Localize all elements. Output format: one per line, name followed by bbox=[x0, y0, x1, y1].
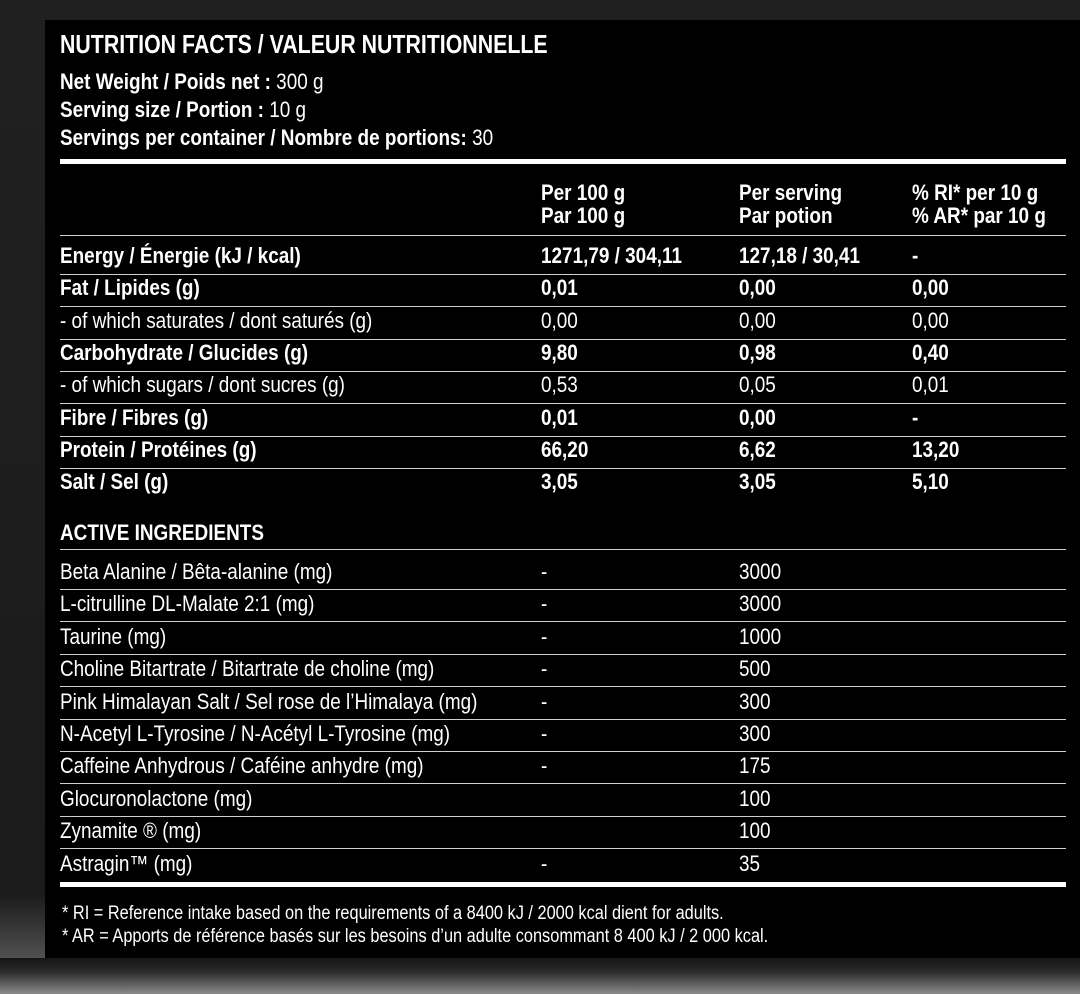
row-divider bbox=[60, 686, 1066, 687]
bottom-rule bbox=[60, 882, 1066, 887]
footnote-line: * RI = Reference intake based on the requirements of a 8400 kJ / 2000 kcal dient for adults. bbox=[62, 903, 724, 924]
active-label: Caffeine Anhydrous / Caféine anhydre (mg) bbox=[60, 753, 424, 778]
active-label: Pink Himalayan Salt / Sel rose de l’Himalaya (mg) bbox=[60, 689, 478, 714]
meta-label: Net Weight / Poids net : bbox=[60, 69, 271, 94]
header-ri bbox=[912, 181, 1046, 227]
nutrient-perserving: 0,98 bbox=[739, 340, 776, 365]
meta-value: 10 g bbox=[263, 97, 307, 122]
meta-label: Servings per container / Nombre de portions: bbox=[60, 125, 467, 150]
row-divider bbox=[60, 816, 1066, 817]
active-perserving: 175 bbox=[739, 753, 771, 778]
nutrient-perserving: 0,05 bbox=[739, 372, 776, 397]
top-rule bbox=[60, 159, 1066, 164]
nutrient-per100: 0,01 bbox=[541, 275, 578, 300]
active-per100: - bbox=[541, 591, 548, 616]
meta-value: 30 bbox=[466, 125, 494, 150]
header-ri-fr: % AR* par 10 g bbox=[912, 203, 1046, 228]
meta-line bbox=[60, 125, 493, 151]
active-perserving: 300 bbox=[739, 689, 771, 714]
panel-title: NUTRITION FACTS / VALEUR NUTRITIONNELLE bbox=[60, 29, 548, 59]
row-divider bbox=[60, 783, 1066, 784]
nutrient-perserving: 6,62 bbox=[739, 437, 776, 462]
nutrient-per100: 0,01 bbox=[541, 405, 578, 430]
active-title-divider bbox=[60, 549, 1066, 550]
active-per100: - bbox=[541, 851, 548, 876]
nutrient-ri: 13,20 bbox=[912, 437, 960, 462]
active-ingredients-title: ACTIVE INGREDIENTS bbox=[60, 520, 264, 545]
meta-line bbox=[60, 69, 324, 95]
nutrient-perserving: 0,00 bbox=[739, 275, 776, 300]
active-label: Beta Alanine / Bêta-alanine (mg) bbox=[60, 559, 333, 584]
active-per100: - bbox=[541, 656, 548, 681]
active-label: Zynamite ® (mg) bbox=[60, 818, 202, 843]
nutrient-ri: 0,40 bbox=[912, 340, 949, 365]
nutrient-ri: 5,10 bbox=[912, 469, 949, 494]
nutrient-ri: - bbox=[912, 405, 919, 430]
active-per100: - bbox=[541, 689, 548, 714]
nutrient-label: - of which sugars / dont sucres (g) bbox=[60, 372, 345, 397]
row-divider bbox=[60, 751, 1066, 752]
row-divider bbox=[60, 848, 1066, 849]
active-perserving: 500 bbox=[739, 656, 771, 681]
active-label: Astragin™ (mg) bbox=[60, 851, 193, 876]
nutrient-label: Fibre / Fibres (g) bbox=[60, 405, 209, 430]
nutrient-label: Carbohydrate / Glucides (g) bbox=[60, 340, 309, 365]
nutrient-ri: 0,00 bbox=[912, 275, 949, 300]
header-ri-en: % RI* per 10 g bbox=[912, 180, 1039, 205]
nutrient-per100: 9,80 bbox=[541, 340, 578, 365]
header-per100 bbox=[541, 181, 625, 227]
nutrient-label: Protein / Protéines (g) bbox=[60, 437, 257, 462]
header-perserving bbox=[739, 181, 842, 227]
active-per100: - bbox=[541, 721, 548, 746]
active-label: Choline Bitartrate / Bitartrate de choline (mg) bbox=[60, 656, 435, 681]
active-label: N-Acetyl L-Tyrosine / N-Acétyl L-Tyrosine (mg) bbox=[60, 721, 451, 746]
active-perserving: 35 bbox=[739, 851, 761, 876]
row-divider bbox=[60, 403, 1066, 404]
nutrient-label: Fat / Lipides (g) bbox=[60, 275, 200, 300]
row-divider bbox=[60, 719, 1066, 720]
nutrient-per100: 3,05 bbox=[541, 469, 578, 494]
nutrient-perserving: 3,05 bbox=[739, 469, 776, 494]
active-perserving: 3000 bbox=[739, 559, 782, 584]
nutrient-ri: 0,00 bbox=[912, 308, 949, 333]
nutrient-perserving: 127,18 / 30,41 bbox=[739, 243, 860, 268]
active-perserving: 3000 bbox=[739, 591, 782, 616]
active-per100: - bbox=[541, 753, 548, 778]
header-per100-en: Per 100 g bbox=[541, 180, 626, 205]
nutrient-per100: 0,53 bbox=[541, 372, 578, 397]
nutrient-per100: 1271,79 / 304,11 bbox=[541, 243, 682, 268]
nutrient-per100: 0,00 bbox=[541, 308, 578, 333]
row-divider bbox=[60, 306, 1066, 307]
active-label: Taurine (mg) bbox=[60, 624, 167, 649]
header-divider bbox=[60, 235, 1066, 236]
active-label: L-citrulline DL-Malate 2:1 (mg) bbox=[60, 591, 315, 616]
header-perserving-fr: Par potion bbox=[739, 203, 833, 228]
row-divider bbox=[60, 621, 1066, 622]
active-label: Glocuronolactone (mg) bbox=[60, 786, 253, 811]
header-perserving-en: Per serving bbox=[739, 180, 843, 205]
nutrient-label: - of which saturates / dont saturés (g) bbox=[60, 308, 373, 333]
row-divider bbox=[60, 589, 1066, 590]
nutrient-perserving: 0,00 bbox=[739, 308, 776, 333]
meta-line bbox=[60, 97, 306, 123]
nutrient-label: Salt / Sel (g) bbox=[60, 469, 169, 494]
active-per100: - bbox=[541, 559, 548, 584]
active-perserving: 1000 bbox=[739, 624, 782, 649]
meta-value: 300 g bbox=[270, 69, 324, 94]
active-perserving: 300 bbox=[739, 721, 771, 746]
footnote-line: * AR = Apports de référence basés sur les besoins d’un adulte consommant 8 400 kJ / 2 000 kcal. bbox=[62, 926, 769, 947]
active-perserving: 100 bbox=[739, 818, 771, 843]
header-per100-fr: Par 100 g bbox=[541, 203, 626, 228]
meta-label: Serving size / Portion : bbox=[60, 97, 264, 122]
row-divider bbox=[60, 654, 1066, 655]
active-perserving: 100 bbox=[739, 786, 771, 811]
nutrient-label: Energy / Énergie (kJ / kcal) bbox=[60, 243, 301, 268]
nutrient-ri: - bbox=[912, 243, 919, 268]
active-per100: - bbox=[541, 624, 548, 649]
nutrient-ri: 0,01 bbox=[912, 372, 949, 397]
nutrient-per100: 66,20 bbox=[541, 437, 589, 462]
nutrient-perserving: 0,00 bbox=[739, 405, 776, 430]
bottom-edge bbox=[0, 958, 1080, 994]
